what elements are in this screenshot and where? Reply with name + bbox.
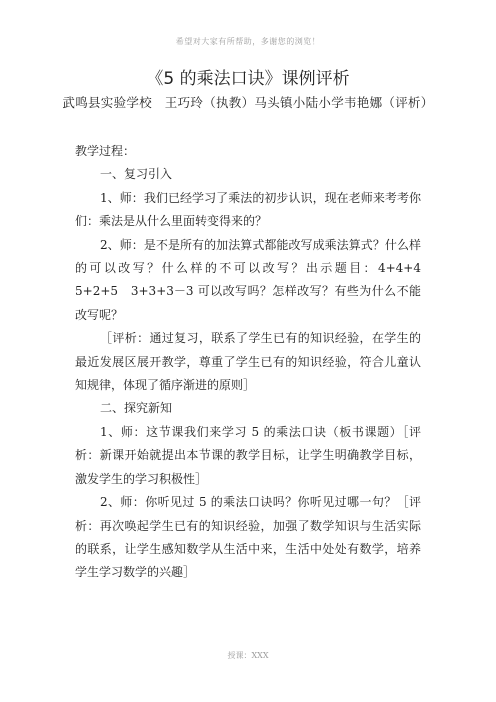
document-body bbox=[75, 140, 434, 585]
section-heading-review: 一、复习引入 bbox=[100, 167, 173, 182]
footer-note: 授课：XXX bbox=[227, 651, 269, 660]
paragraph: 2、师：你听见过 5 的乘法口诀吗？你听见过哪一句？［评析：再次唤起学生已有的知识经验，加强了数学知识与生活实际的联系，让学生感知数学从生活中来，生活中处处有数学，培养学生学习数学的兴趣］ bbox=[75, 495, 421, 580]
process-label: 教学过程： bbox=[75, 144, 136, 158]
header-note: 希望对大家有所帮助，多谢您的浏览！ bbox=[175, 37, 321, 46]
paragraph: 1、师：这节课我们来学习 5 的乘法口诀（板书课题）［评析：新课开始就提出本节课的教学目标，让学生明确教学目标，激发学生的学习积极性］ bbox=[75, 424, 421, 486]
authors-line: 武鸣县实验学校 王巧玲（执教）马头镇小陆小学韦艳娜（评析） bbox=[62, 95, 434, 110]
paragraph: 2、师：是不是所有的加法算式都能改写成乘法算式？什么样的可以改写？什么样的不可以改写？出示题目：4+4+4 5+2+5 3+3+3－3 可以改写吗？怎样改写？有些为什么不能改写呢？ bbox=[75, 237, 434, 322]
page-title: 《5 的乘法口诀》课例评析 bbox=[146, 69, 350, 89]
section-heading-explore: 二、探究新知 bbox=[100, 401, 173, 416]
paragraph: 1、师：我们已经学习了乘法的初步认识，现在老师来考考你们：乘法是从什么里面转变得来的？ bbox=[75, 190, 421, 229]
comment-paragraph: ［评析：通过复习，联系了学生已有的知识经验，在学生的最近发展区展开教学，尊重了学生已有的知识经验，符合儿童认知规律，体现了循序渐进的原则］ bbox=[75, 331, 421, 393]
